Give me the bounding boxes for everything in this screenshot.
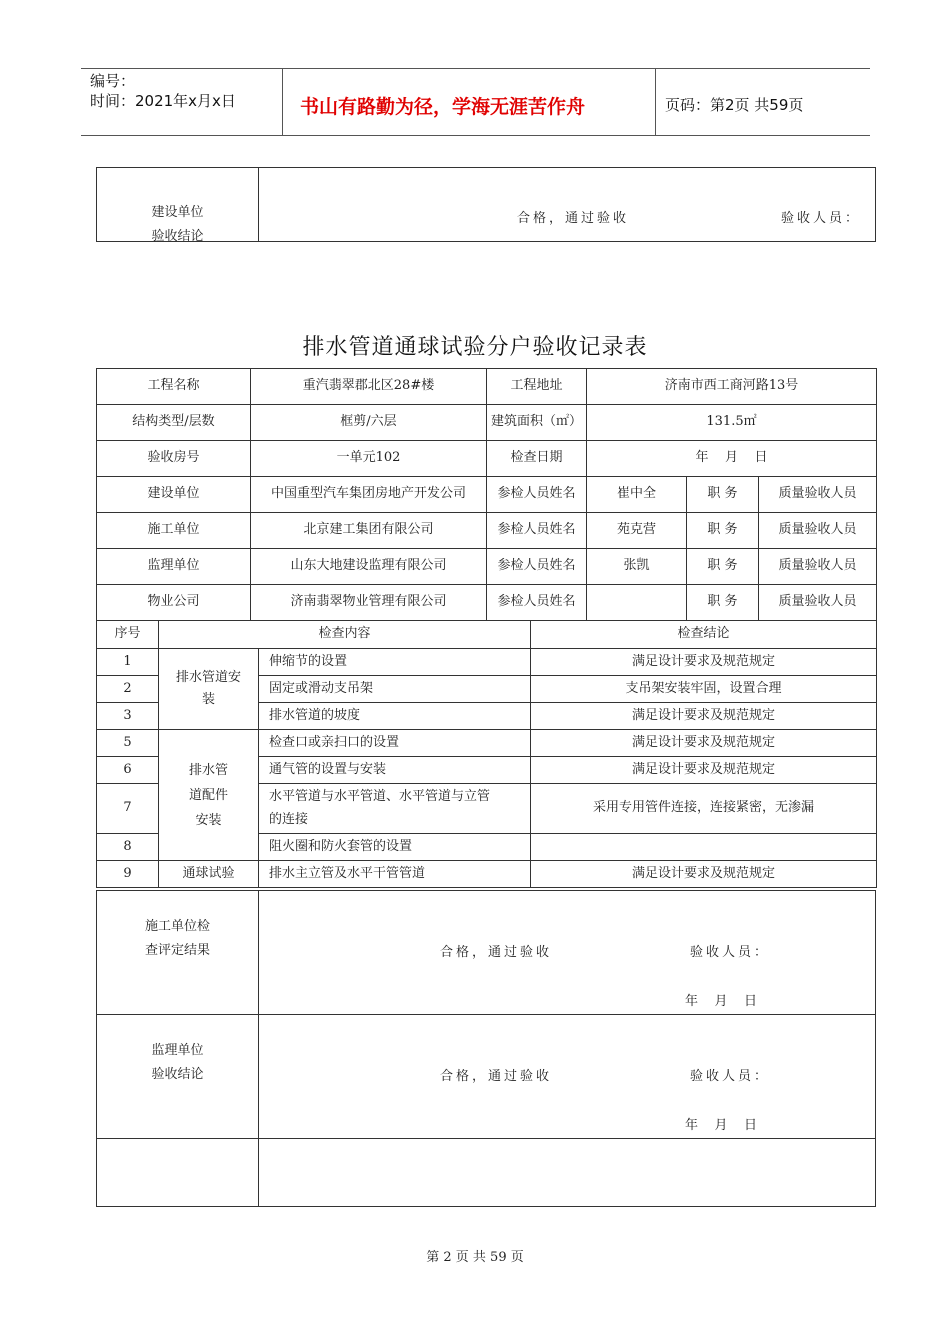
party-role: 物业公司 — [97, 585, 251, 621]
row-item: 伸缩节的设置 — [259, 649, 531, 676]
conclusion-content-cell — [259, 891, 876, 1015]
party-duty: 质量验收人员 — [759, 477, 877, 513]
col-header-conclusion: 检查结论 — [531, 621, 877, 649]
date-label: 检查日期 — [487, 441, 587, 477]
empty-cell — [259, 1139, 876, 1207]
conclusion-inspector: 验收人员： — [690, 1069, 771, 1084]
address-label: 工程地址 — [487, 369, 587, 405]
header-bottom-rule — [81, 135, 870, 136]
row-result — [531, 834, 877, 861]
fragment-result-cell — [259, 168, 876, 242]
area-label: 建筑面积（㎡） — [487, 405, 587, 441]
party-person-label: 参检人员姓名 — [487, 585, 587, 621]
fragment-label: 建设单位 — [151, 205, 204, 220]
conclusion-label: 查评定结果 — [144, 942, 210, 958]
party-row — [97, 513, 877, 549]
party-duty-label: 职 务 — [687, 585, 759, 621]
party-person: 苑克营 — [587, 513, 687, 549]
fragment-label: 验收结论 — [151, 229, 204, 244]
page-label: 页码：第2页 共59页 — [665, 96, 804, 114]
row-item: 排水管道的坡度 — [259, 703, 531, 730]
structure-label: 结构类型/层数 — [97, 405, 251, 441]
party-role: 建设单位 — [97, 477, 251, 513]
row-result: 满足设计要求及规范规定 — [531, 730, 877, 757]
row-item: 固定或滑动支吊架 — [259, 676, 531, 703]
party-duty: 质量验收人员 — [759, 585, 877, 621]
fragment-label-cell — [97, 168, 259, 242]
row-no: 6 — [97, 757, 159, 784]
form-title: 排水管道通球试验分户验收记录表 — [302, 335, 648, 360]
row-no: 9 — [97, 861, 159, 888]
check-date: 年 月 日 — [587, 441, 877, 477]
header-top-rule — [81, 68, 870, 69]
table-row — [97, 861, 877, 888]
conclusion-label-cell — [97, 891, 259, 1015]
party-person: 张凯 — [587, 549, 687, 585]
conclusion-label-cell — [97, 1015, 259, 1139]
serial-label: 编号： — [90, 72, 136, 90]
header-divider — [282, 68, 283, 135]
row-item: 水平管道与水平管道、水平管道与立管的连接 — [259, 784, 531, 834]
area: 131.5㎡ — [587, 405, 877, 441]
row-no: 1 — [97, 649, 159, 676]
party-duty-label: 职 务 — [687, 549, 759, 585]
party-company: 北京建工集团有限公司 — [251, 513, 487, 549]
room: 一单元102 — [251, 441, 487, 477]
table-row — [97, 730, 877, 757]
party-duty-label: 职 务 — [687, 513, 759, 549]
project-name-label: 工程名称 — [97, 369, 251, 405]
time-label: 时间：2021年x月x日 — [90, 92, 236, 110]
conclusion-row — [97, 891, 876, 1015]
conclusion-label: 施工单位检 — [144, 918, 210, 934]
party-duty: 质量验收人员 — [759, 513, 877, 549]
fragment-inspector: 验收人员： — [781, 211, 862, 226]
conclusion-label: 验收结论 — [151, 1066, 204, 1082]
row-result: 支吊架安装牢固，设置合理 — [531, 676, 877, 703]
conclusion-row — [97, 1015, 876, 1139]
col-header-no: 序号 — [97, 621, 159, 649]
empty-cell — [97, 1139, 259, 1207]
party-person-label: 参检人员姓名 — [487, 549, 587, 585]
empty-row — [97, 1139, 876, 1207]
row-result: 满足设计要求及规范规定 — [531, 757, 877, 784]
group-label: 排水管道配件安装 — [159, 730, 259, 861]
row-result: 采用专用管件连接，连接紧密，无渗漏 — [531, 784, 877, 834]
party-person-label: 参检人员姓名 — [487, 477, 587, 513]
row-result: 满足设计要求及规范规定 — [531, 703, 877, 730]
room-label: 验收房号 — [97, 441, 251, 477]
group-label: 排水管道安装 — [159, 649, 259, 730]
party-company: 济南翡翠物业管理有限公司 — [251, 585, 487, 621]
row-no: 8 — [97, 834, 159, 861]
row-item: 排水主立管及水平干管管道 — [259, 861, 531, 888]
row-result: 满足设计要求及规范规定 — [531, 649, 877, 676]
party-company: 中国重型汽车集团房地产开发公司 — [251, 477, 487, 513]
party-role: 施工单位 — [97, 513, 251, 549]
conclusion-inspector: 验收人员： — [690, 945, 771, 960]
prev-table-fragment — [96, 167, 876, 242]
party-duty: 质量验收人员 — [759, 549, 877, 585]
row-no: 5 — [97, 730, 159, 757]
check-table — [96, 620, 877, 888]
conclusion-date: 年 月 日 — [685, 1118, 758, 1133]
party-person-label: 参检人员姓名 — [487, 513, 587, 549]
row-no: 3 — [97, 703, 159, 730]
project-name: 重汽翡翠郡北区28#楼 — [251, 369, 487, 405]
conclusion-table — [96, 890, 876, 1207]
party-person — [587, 585, 687, 621]
row-result: 满足设计要求及规范规定 — [531, 861, 877, 888]
party-company: 山东大地建设监理有限公司 — [251, 549, 487, 585]
page-footer: 第 2 页 共 59 页 — [426, 1250, 524, 1265]
structure: 框剪/六层 — [251, 405, 487, 441]
conclusion-label: 监理单位 — [151, 1042, 204, 1058]
row-item: 检查口或亲扫口的设置 — [259, 730, 531, 757]
party-person: 崔中全 — [587, 477, 687, 513]
row-item: 阻火圈和防火套管的设置 — [259, 834, 531, 861]
conclusion-date: 年 月 日 — [685, 994, 758, 1009]
fragment-result: 合格，通过验收 — [517, 211, 630, 226]
address: 济南市西工商河路13号 — [587, 369, 877, 405]
party-duty-label: 职 务 — [687, 477, 759, 513]
row-no: 7 — [97, 784, 159, 834]
info-table — [96, 368, 877, 621]
table-row — [97, 649, 877, 676]
conclusion-content-cell — [259, 1015, 876, 1139]
group-label: 通球试验 — [159, 861, 259, 888]
conclusion-result: 合格，通过验收 — [440, 945, 553, 960]
party-row — [97, 549, 877, 585]
row-no: 2 — [97, 676, 159, 703]
row-item: 通气管的设置与安装 — [259, 757, 531, 784]
header-divider — [655, 68, 656, 135]
motto: 书山有路勤为径，学海无涯苦作舟 — [300, 96, 586, 118]
party-row — [97, 585, 877, 621]
party-role: 监理单位 — [97, 549, 251, 585]
col-header-content: 检查内容 — [159, 621, 531, 649]
party-row — [97, 477, 877, 513]
conclusion-result: 合格，通过验收 — [440, 1069, 553, 1084]
